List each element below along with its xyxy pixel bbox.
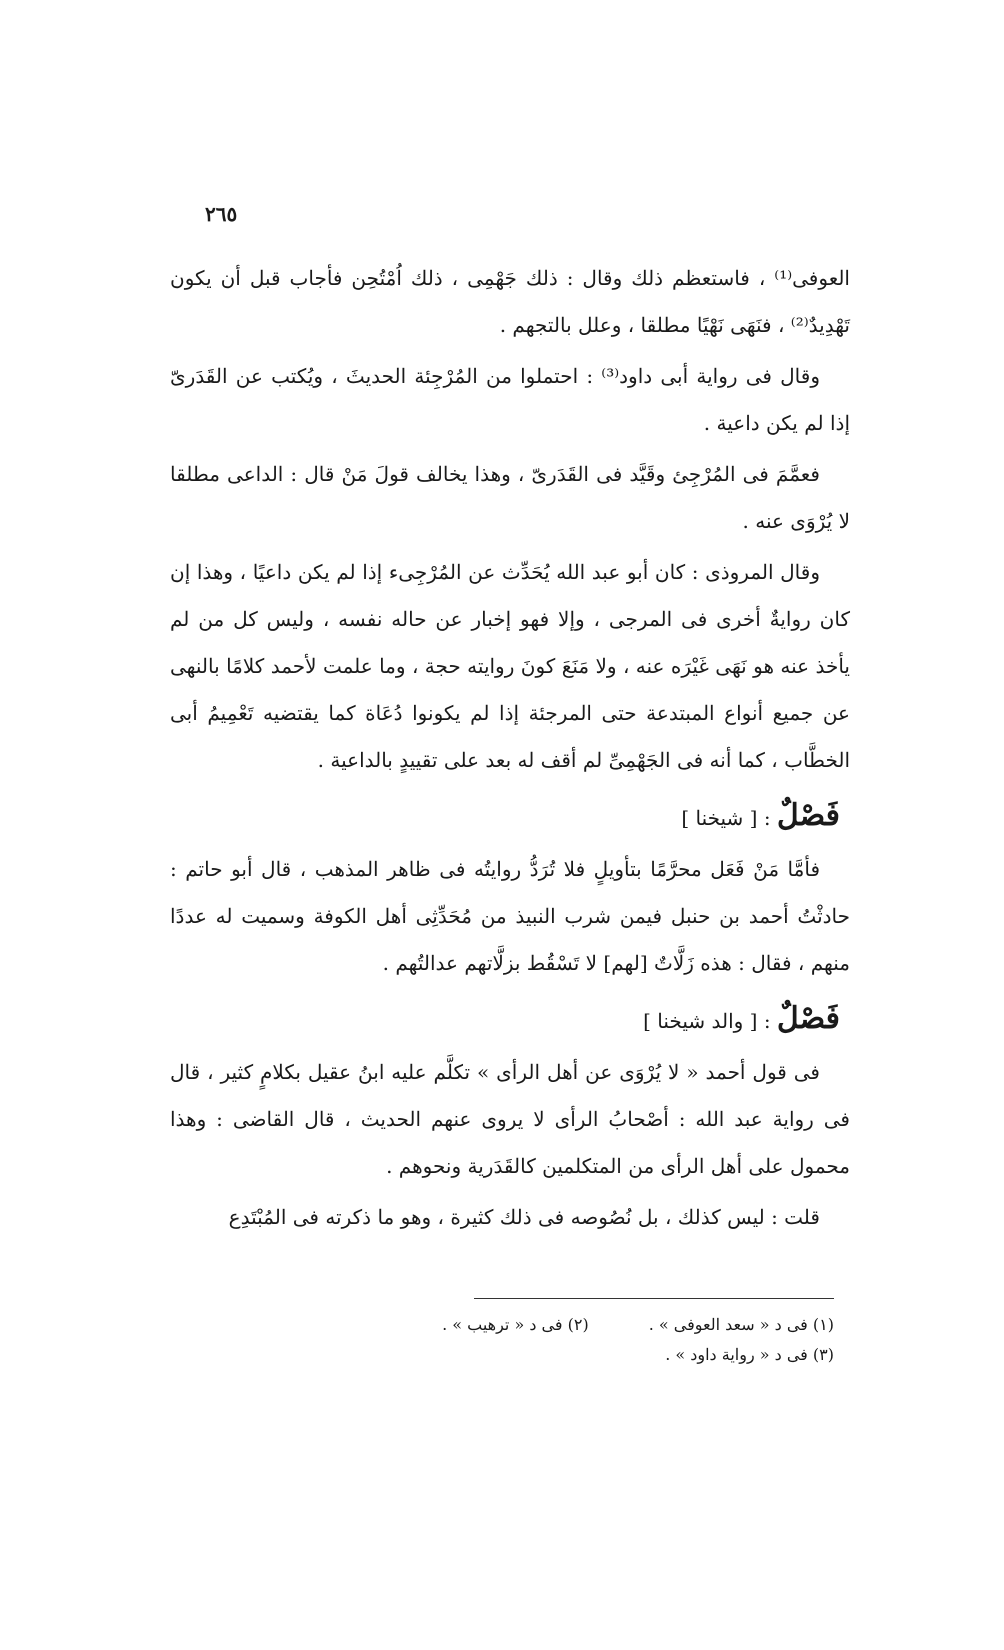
footnote-row	[274, 1310, 834, 1340]
section-heading-label: فَصْلٌ	[776, 798, 840, 833]
paragraph: وقال فى رواية أبى داود⁽³⁾ : احتملوا من المُرْجِئة الحديثَ ، ويُكتب عن القَدَرىّ إذا لم يكن داعية .	[170, 364, 850, 435]
main-text	[170, 255, 850, 1241]
footnote-row	[274, 1340, 834, 1370]
paragraph: فعمَّمَ فى المُرْجِئ وقَيَّد فى القَدَرىّ ، وهذا يخالف قولَ مَنْ قال : الداعى مطلقا لا يُرْوَى عنه .	[170, 462, 850, 533]
paragraph: فأمَّا مَنْ فَعَل محرَّمًا بتأويلٍ فلا تُرَدُّ روايتُه فى ظاهر المذهب ، قال أبو حاتم : حادثْتُ أحمد بن حنبل فيمن شرب النبيذ من مُحَدِّثِى أهل الكوفة وسميت له عددًا منهم ، فقال : هذه زَلَّاتٌ [لهم] لا تَسْقُط بزلَّاتهم عدالتُهم .	[170, 857, 850, 975]
paragraph: قلت : ليس كذلك ، بل نُصُوصه فى ذلك كثيرة ، وهو ما ذكرته فى المُبْتَدِع	[228, 1205, 820, 1229]
footnote: (٣) فى د « رواية داود » .	[665, 1345, 834, 1364]
paragraph: وقال المروذى : كان أبو عبد الله يُحَدِّث عن المُرْجِىء إذا لم يكن داعيًا ، وهذا إن كان روايةٌ أخرى فى المرجى ، وإلا فهو إخبار عن حاله نفسه ، وليس كل من لم يأخذ عنه هو نَهَى غَيْرَه عنه ، ولا مَنَعَ كونَ روايته حجة ، وما علمت لأحمد كلامًا بالنهى عن جميع أنواع المبتدعة حتى المرجئة إذا لم يكونوا دُعَاة كما يقتضيه تَعْمِيمُ أبى الخطَّاب ، كما أنه فى الجَهْمِىِّ لم أقف له بعد على تقييدٍ بالداعية .	[170, 560, 850, 772]
footnote: (١) فى د « سعد العوفى » .	[648, 1315, 834, 1334]
page-number: ٢٦٥	[205, 202, 238, 226]
paragraph: العوفى⁽¹⁾ ، فاستعظم ذلك وقال : ذلك جَهْمِى ، ذلك اُمْتُحِن فأجاب قبل أن يكون تَهْدِيدٌ⁽²⁾ ، فنَهَى نَهْيًا مطلقا ، وعلل بالتجهم .	[170, 266, 850, 337]
section-heading	[170, 790, 850, 844]
paragraph: فى قول أحمد « لا يُرْوَى عن أهل الرأى » تكلَّم عليه ابنُ عقيل بكلامٍ كثير ، قال فى رواية عبد الله : أصْحابُ الرأى لا يروى عنهم الحديث ، قال القاضى : وهذا محمول على أهل الرأى من المتكلمين كالقَدَرية ونحوهم .	[170, 1060, 850, 1178]
section-heading	[170, 993, 850, 1047]
section-heading-note: : [ شيخنا ]	[681, 806, 771, 830]
footnotes	[274, 1310, 834, 1370]
footnote-divider	[474, 1298, 834, 1299]
section-heading-label: فَصْلٌ	[776, 1001, 840, 1036]
footnote: (٢) فى د « ترهيب » .	[442, 1315, 589, 1334]
section-heading-note: : [ والد شيخنا ]	[643, 1009, 771, 1033]
